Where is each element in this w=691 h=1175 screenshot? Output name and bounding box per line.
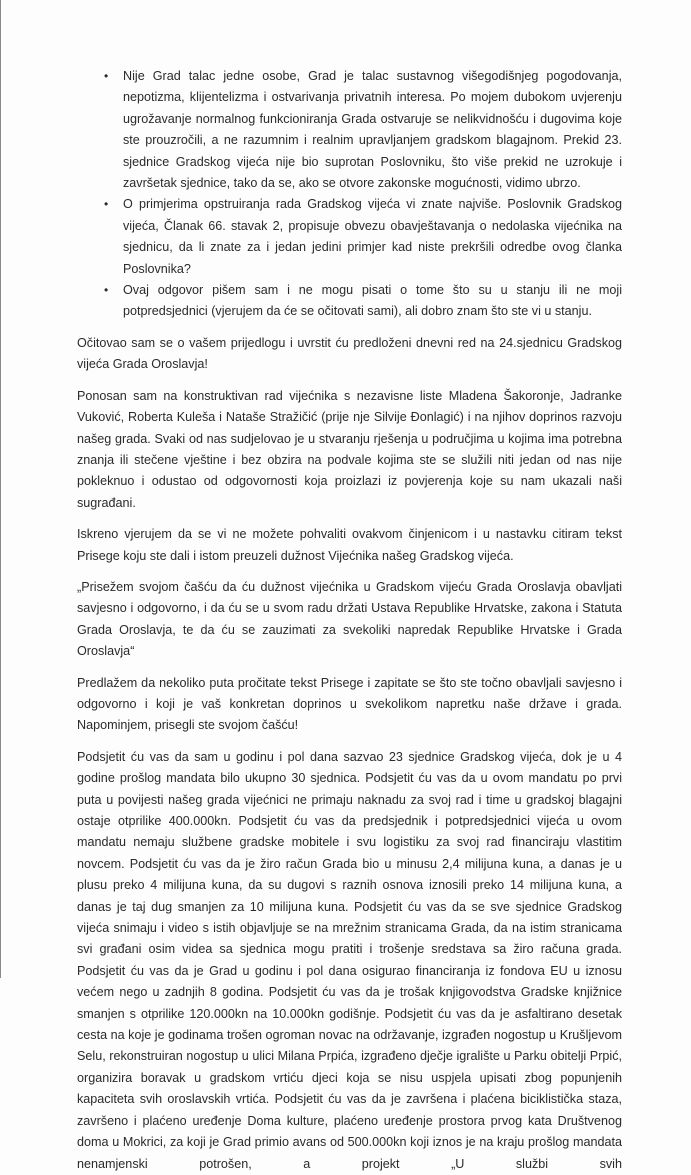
document-page (77, 66, 622, 1175)
bullet-item (77, 280, 622, 323)
paragraph-independent-list: Ponosan sam na konstruktivan rad vijećnika s nezavisne liste Mladena Šakoronje, Jadranke Vuković, Roberta Kuleša i Nataše Stražičić (prije nje Silvije Đonlagić) i na njihov doprinos razvoju našeg grada. Svaki od nas sudjelovao je u stvaranju rješenja u područjima u kojima ima potrebna znanja ili stečene vještine i bez obzira na podvale kojima ste se služili niti jedan od nas nije pokleknuo i odustao od odgovornosti koja proizlazi iz povjerenja koje su nam ukazali naši sugrađani. (77, 388, 622, 510)
paragraph-oath-intro: Iskreno vjerujem da se vi ne možete pohvaliti ovakvom činjenicom i u nastavku citiram tekst Prisege koju ste dali i istom preuzeli dužnost Vijećnika našeg Gradskog vijeća. (77, 527, 622, 563)
bullet-icon: • (104, 69, 109, 83)
bullet-text: Nije Grad talac jedne osobe, Grad je talac sustavnog višegodišnjeg pogodovanja, nepotizma, klijentelizma i ostvarivanja privatnih interesa. Po mojem dubokom uvjerenju ugrožavanje normalnog funkcioniranja Grada ostvaruje se nelikvidnošću i dugovima koje ste prouzročili, a ne razumnim i realnim upravljanjem gradskom blagajnom. Prekid 23. sjednice Gradskog vijeća nije bio suprotan Poslovniku, što više prekid ne uzrokuje i završetak sjednice, tako da se, ako se otvore zakonske mogućnosti, vidimo ubrzo. (123, 69, 622, 191)
bullet-text: Ovaj odgovor pišem sam i ne mogu pisati o tome što su u stanju ili ne moji potpredsjednici (vjerujem da će se očitovati sami), ali dobro znam što ste vi u stanju. (123, 283, 622, 319)
bullet-item (77, 66, 622, 194)
bullet-text: O primjerima opstruiranja rada Gradskog vijeća vi znate najviše. Poslovnik Gradskog vijeća, Članak 66. stavak 2, propisuje obvezu obavještavanja o nedolaska vijećnika na sjednicu, da li znate za i jedan jedini primjer kad niste prekršili odredbe ovog članka Poslovnika? (123, 197, 622, 276)
paragraph-oath-reflection: Predlažem da nekoliko puta pročitate tekst Prisege i zapitate se što ste točno obavljali savjesno i odgovorno i koji je vaš konkretan doprinos u svekolikom napretku naše države i grada. Napominjem, prisegli ste svojom čašću! (77, 675, 622, 733)
page-edge-line (0, 0, 1, 978)
bullet-icon: • (104, 283, 109, 298)
paragraph-agenda: Očitovao sam se o vašem prijedlogu i uvrstit ću predloženi dnevni red na 24.sjednicu Gradskog vijeća Grada Oroslavja! (77, 335, 622, 372)
bullet-list (77, 66, 622, 323)
bullet-icon: • (104, 197, 109, 212)
paragraph-oath-quote: „Prisežem svojom čašću da ću dužnost vijećnika u Gradskom vijeću Grada Oroslavja obavljati savjesno i odgovorno, i da ću se u svom radu držati Ustava Republike Hrvatske, zakona i Statuta Grada Oroslavja, te da ću se zauzimati za svekoliki napredak Republike Hrvatske i Grada Oroslavja“ (77, 579, 622, 659)
paragraph-reminders: Podsjetit ću vas da sam u godinu i pol dana sazvao 23 sjednice Gradskog vijeća, dok je u 4 godine prošlog mandata bilo ukupno 30 sjednica. Podsjetit ću vas da u ovom mandatu po prvi puta u povijesti našeg grada vijećnici ne primaju naknadu za svoj rad i time u gradskoj blagajni ostaje otprilike 400.000kn. Podsjetit ću vas da predsjednik i potpredsjednici vijeća u ovom mandatu nemaju službene gradske mobitele i svu logistiku za svoj rad financiraju vlastitim novcem. Podsjetit ću vas da je žiro račun Grada bio u minusu 2,4 milijuna kuna, a danas je u plusu preko 4 milijuna kuna, da su dugovi s raznih osnova iznosili preko 14 milijuna kuna, a danas je taj dug smanjen za 10 milijuna kuna. Podsjetit ću vas da se sve sjednice Gradskog vijeća snimaju i video s istih objavljuje se na mrežnim stranicama Grada, da na istim stranicama svi građani osim videa sa sjednica mogu pratiti i trošenje sredstava sa žiro računa grada. Podsjetit ću vas da je Grad u godinu i pol dana osigurao financiranja iz fondova EU u iznosu većem nego u zadnjih 8 godina. Podsjetit ću vas da je trošak knjigovodstva Gradske knjižnice smanjen s otprilike 120.000kn na 10.000kn godišnje. Podsjetit ću vas da je asfaltirano desetak cesta na koje je godinama trošen ogroman novac na održavanje, izgrađen nogostup u Krušljevom Selu, rekonstruiran nogostup u ulici Milana Prpića, izgrađeno dječje igralište u Parku obitelji Prpić, organizira boravak u gradskom vrtiću djeci koja se nisu uspjela upisati zbog popunjenih kapaciteta svih oroslavskih vrtića. Podsjetit ću vas da je završena i plaćena biciklistička staza, završeno i plaćeno uređenje Doma kulture, plaćeno uređenje prostora prvog kata Društvenog doma u Mokrici, za koji je Grad primio avans od 500.000kn koji iznos je na kraju prošlog mandata nenamjenski potrošen, a projekt „U službi svih (77, 749, 622, 1171)
bullet-item (77, 194, 622, 280)
